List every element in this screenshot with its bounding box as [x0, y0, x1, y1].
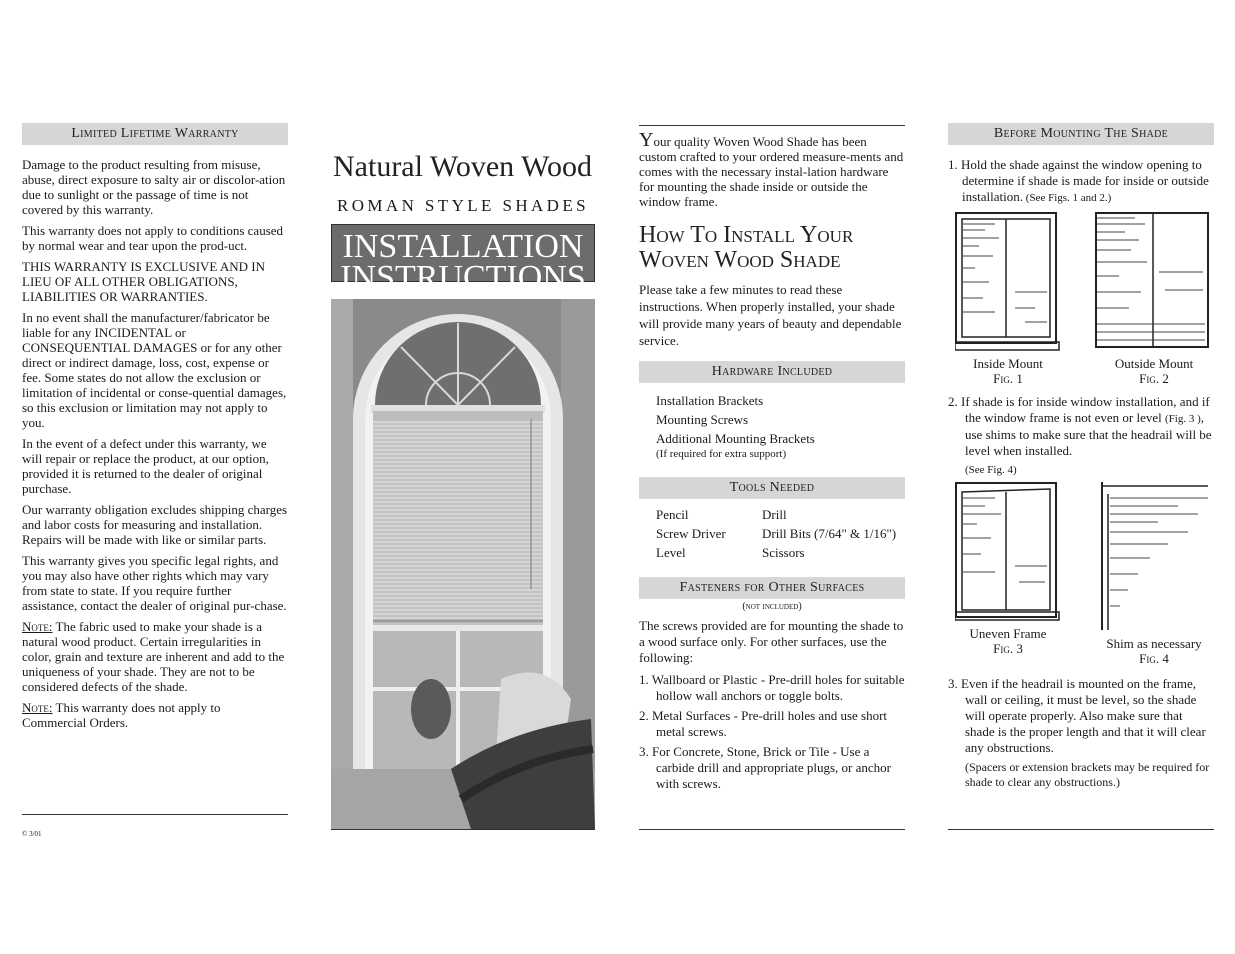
before-mounting-panel: [948, 123, 1214, 796]
warranty-note-fabric: Note: The fabric used to make your shade is a natural wood product. Certain irregularities in color, grain and texture are inherent and add to the uniqueness of your shade. They are not to be considered defects of the shade.: [22, 619, 285, 694]
warranty-note-commercial: Note: This warranty does not apply to Commercial Orders.: [22, 700, 221, 730]
intro-please: Please take a few minutes to read these instructions. When properly installed, your shade will provide many years of beauty and dependable service.: [639, 282, 902, 348]
warranty-p5: In the event of a defect under this warranty, we will repair or replace the product, at our option, provided it is returned to the dealer of original purchase.: [22, 436, 269, 496]
how-to-install-heading: How To Install Your Woven Wood Shade: [639, 222, 854, 273]
list-item: 3. For Concrete, Stone, Brick or Tile - Use a carbide drill and appropriate plugs, or anchor with screws.: [639, 744, 891, 791]
step-2-ref: (See Fig. 4): [965, 464, 1017, 476]
outside-mount-diagram: [1095, 212, 1213, 352]
list-item: Drill Bits (7/64" & 1/16"): [762, 526, 897, 541]
list-item: Scissors: [762, 545, 805, 560]
step-3: 3. Even if the headrail is mounted on the frame, wall or ceiling, it must be level, so the shade will operate properly. Also make sure that shade is the proper length and that it will clear any obstructions.: [948, 676, 1206, 755]
figures-row-2: [948, 482, 1214, 666]
figure-outside-mount: Outside Mount Fig. 2: [1094, 212, 1214, 386]
warranty-p3: THIS WARRANTY IS EXCLUSIVE AND IN LIEU OF ALL OTHER OBLIGATIONS, LIABILITIES OR WARRANTIES.: [22, 259, 266, 304]
intro-text: Your quality Woven Wood Shade has been custom crafted to your ordered measure-ments and comes with the necessary instal-lation hardware for mounting the shade inside or outside the window frame.: [639, 129, 904, 209]
list-item: Additional Mounting Brackets: [656, 431, 815, 446]
step-3-note: (Spacers or extension brackets may be required for shade to clear any obstructions.): [965, 760, 1210, 789]
window-shade-photo: [331, 299, 595, 829]
fasteners-title: Fasteners for Other Surfaces: [639, 577, 905, 599]
list-item: Mounting Screws: [656, 412, 749, 427]
cover-panel: [331, 150, 595, 296]
tools-title: Tools Needed: [639, 477, 905, 499]
intro-panel: [639, 129, 905, 796]
hardware-note: (If required for extra support): [656, 448, 787, 460]
warranty-p4: In no event shall the manufacturer/fabricator be liable for any INCIDENTAL or CONSEQUENTIAL DAMAGES or for any other direct or indirect damage, loss, cost, expense or fee. Some states do not allow the exclusion or limitation of incidental or conse-quential damages, so this exclusion or limitation may not apply to you.: [22, 310, 287, 430]
list-item: 1. Wallboard or Plastic - Pre-drill holes for suitable hollow wall anchors or toggle bolts.: [639, 672, 905, 703]
warranty-p1: Damage to the product resulting from misuse, abuse, direct exposure to salty air or discolor-ation due to sunlight or the passage of time is not covered by this warranty.: [22, 157, 286, 217]
list-item: Level: [656, 545, 686, 560]
figure-shim: Shim as necessary Fig. 4: [1094, 482, 1214, 666]
divider: [22, 814, 288, 815]
list-item: 2. Metal Surfaces - Pre-drill holes and use short metal screws.: [639, 708, 888, 739]
before-mounting-title: Before Mounting The Shade: [948, 123, 1214, 145]
divider: [948, 829, 1214, 830]
list-item: Drill: [762, 507, 787, 522]
brand-title: Natural Woven Wood: [333, 150, 593, 183]
shim-diagram: [1098, 482, 1210, 632]
subtitle: ROMAN STYLE SHADES: [337, 196, 589, 215]
step-1: 1. Hold the shade against the window opening to determine if shade is made for inside or outside installation. (See Figs. 1 and 2.): [948, 157, 1209, 204]
warranty-title: Limited Lifetime Warranty: [22, 123, 288, 145]
divider: [639, 829, 905, 830]
list-item: Installation Brackets: [656, 393, 764, 408]
hardware-title: Hardware Included: [639, 361, 905, 383]
divider: [331, 829, 595, 830]
list-item: Pencil: [656, 507, 689, 522]
step-2: 2. If shade is for inside window installation, and if the window frame is not even or level (Fig. 3 ), use shims to make sure that the headrail will be level when installed.: [948, 394, 1212, 458]
warranty-panel: [22, 123, 288, 736]
divider: [639, 125, 905, 126]
installation-instructions-banner: INSTALLATION INSTRUCTIONS: [331, 224, 595, 282]
figures-row-1: [948, 212, 1214, 386]
warranty-p6: Our warranty obligation excludes shipping charges and labor costs for measuring and installation. Repairs will be made with like or similar parts.: [22, 502, 288, 547]
figure-uneven-frame: Uneven Frame Fig. 3: [948, 482, 1068, 666]
copyright: © 3/01: [22, 830, 42, 838]
warranty-p7: This warranty gives you specific legal rights, and you may also have other rights which may vary from state to state. If you require further assistance, contact the dealer of original pur-chase.: [22, 553, 287, 613]
list-item: Screw Driver: [656, 526, 726, 541]
tools-list: [656, 507, 905, 561]
figure-inside-mount: Inside Mount Fig. 1: [948, 212, 1068, 386]
fasteners-intro: The screws provided are for mounting the shade to a wood surface only. For other surfaces, use the following:: [639, 618, 904, 665]
not-included-label: (not included): [742, 601, 802, 612]
uneven-frame-diagram: [955, 482, 1061, 622]
inside-mount-diagram: [955, 212, 1061, 352]
hardware-list: [656, 391, 905, 463]
warranty-p2: This warranty does not apply to conditions caused by normal wear and tear upon the prod-uct.: [22, 223, 284, 253]
